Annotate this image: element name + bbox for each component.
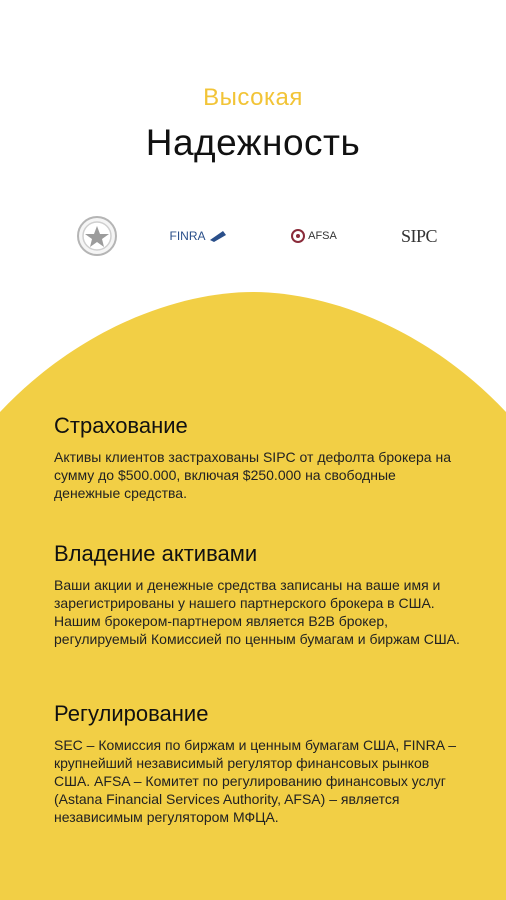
section-heading: Владение активами	[54, 541, 258, 566]
regulator-logos	[0, 208, 506, 264]
section-heading: Регулирование	[54, 701, 209, 726]
section-insurance	[54, 412, 464, 502]
section-body: SEC – Комиссия по биржам и ценным бумагам США, FINRA – крупнейший независимый регулятор финансовых рынков США. AFSA – Комитет по регулированию финансовых услуг (Astana Financial Services Authority, AFSA) – является независимым регулятором МФЦА.	[54, 737, 457, 825]
section-heading: Страхование	[54, 413, 188, 438]
section-body: Ваши акции и денежные средства записаны на ваше имя и зарегистрированы у нашего партнерского брокера в США. Нашим брокером-партнером является B2B брокер, регулируемый Комиссией по ценным бумагам и биржам США.	[54, 577, 460, 647]
finra-logo-text: FINRA	[169, 229, 206, 243]
section-regulation	[54, 700, 464, 826]
page-title: Надежность	[145, 122, 361, 163]
section-asset-ownership	[54, 540, 464, 648]
sipc-logo	[397, 208, 441, 264]
afsa-logo-text: AFSA	[308, 230, 337, 242]
finra-logo	[168, 208, 228, 264]
sec-seal-icon	[76, 208, 118, 264]
sipc-logo-text: SIPC	[400, 225, 438, 246]
section-body: Активы клиентов застрахованы SIPC от дефолта брокера на сумму до $500.000, включая $250.000 на свободные денежные средства.	[54, 449, 452, 501]
header-kicker: Высокая	[203, 84, 303, 111]
afsa-logo	[286, 208, 342, 264]
